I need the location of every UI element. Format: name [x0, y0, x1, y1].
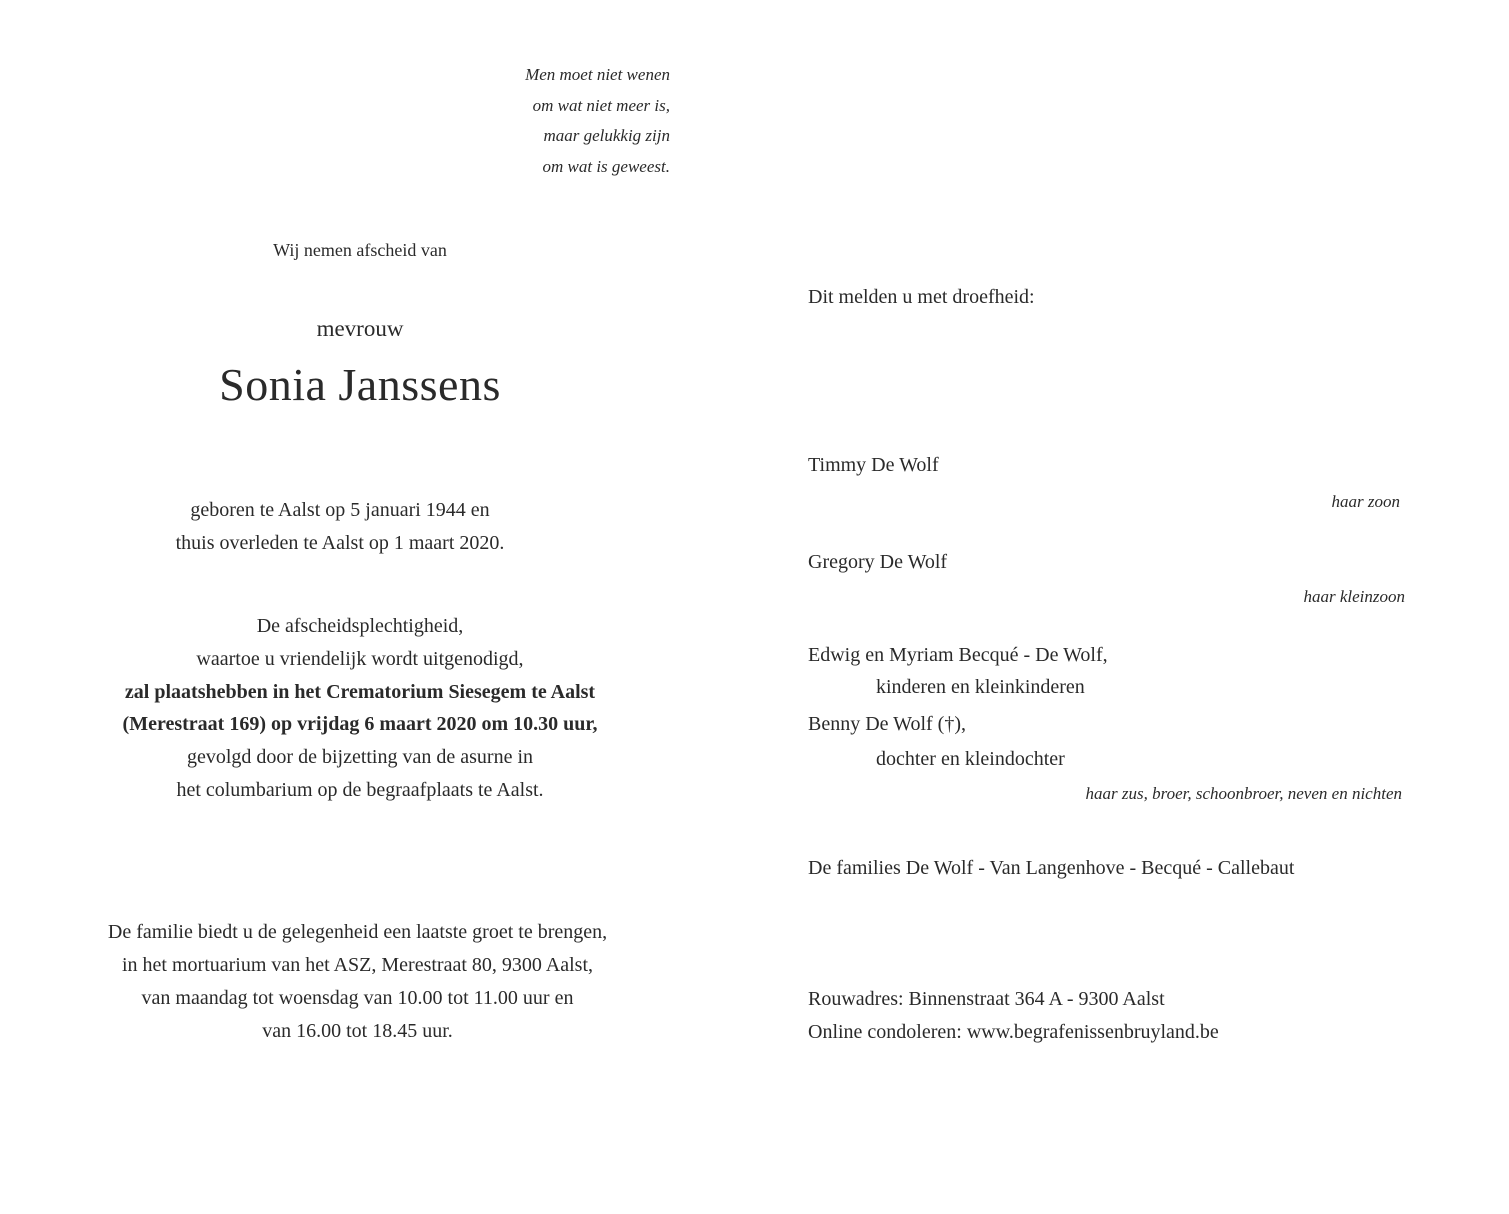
visitation-line: De familie biedt u de gelegenheid een laatste groet te brengen, — [107, 921, 608, 943]
mourning-address: Rouwadres: Binnenstraat 364 A - 9300 Aalst — [808, 988, 1165, 1010]
siblings-relation: haar zus, broer, schoonbroer, neven en nichten — [1085, 784, 1402, 803]
poem — [440, 60, 670, 182]
siblings-line: Edwig en Myriam Becqué - De Wolf, — [808, 644, 1108, 666]
ceremony-info — [60, 610, 660, 807]
poem-line: Men moet niet wenen — [525, 65, 670, 84]
siblings-line: kinderen en kleinkinderen — [876, 676, 1085, 698]
ceremony-date: (Merestraat 169) op vrijdag 6 maart 2020 om 10.30 uur, — [122, 713, 598, 736]
visitation-line: van maandag tot woensdag van 10.00 tot 11.00 uur en — [141, 987, 574, 1009]
announcement: Dit melden u met droefheid: — [808, 286, 1035, 308]
grandson-name: Gregory De Wolf — [808, 551, 948, 573]
poem-line: om wat niet meer is, — [532, 95, 670, 115]
ceremony-location: zal plaatshebben in het Crematorium Siesegem te Aalst — [124, 680, 596, 703]
ceremony-line: De afscheidsplechtigheid, — [256, 615, 464, 637]
grandson-relation: haar kleinzoon — [1303, 587, 1405, 606]
death-line: thuis overleden te Aalst op 1 maart 2020. — [175, 532, 505, 554]
online-condolence: Online condoleren: www.begrafenissenbruyland.be — [808, 1021, 1219, 1043]
visitation-line: in het mortuarium van het ASZ, Merestraat 80, 9300 Aalst, — [121, 954, 594, 976]
deceased-name: Sonia Janssens — [219, 359, 501, 410]
visitation-info — [40, 916, 675, 1048]
siblings-line: dochter en kleindochter — [876, 748, 1065, 770]
son-relation: haar zoon — [1331, 492, 1400, 511]
son-name: Timmy De Wolf — [808, 454, 939, 476]
ceremony-line: gevolgd door de bijzetting van de asurne in — [186, 746, 533, 769]
birth-death-info — [90, 494, 590, 560]
ceremony-line: het columbarium op de begraafplaats te Aalst. — [176, 778, 544, 801]
visitation-line: van 16.00 tot 18.45 uur. — [262, 1020, 453, 1042]
title-word: mevrouw — [316, 316, 404, 341]
intro-text: Wij nemen afscheid van — [273, 240, 447, 260]
poem-line: om wat is geweest. — [542, 156, 670, 176]
siblings-line: Benny De Wolf (†), — [808, 713, 966, 735]
birth-line: geboren te Aalst op 5 januari 1944 en — [190, 499, 490, 521]
ceremony-line: waartoe u vriendelijk wordt uitgenodigd, — [196, 647, 524, 670]
families-line: De families De Wolf - Van Langenhove - Becqué - Callebaut — [808, 857, 1295, 879]
poem-line: maar gelukkig zijn — [543, 126, 670, 145]
